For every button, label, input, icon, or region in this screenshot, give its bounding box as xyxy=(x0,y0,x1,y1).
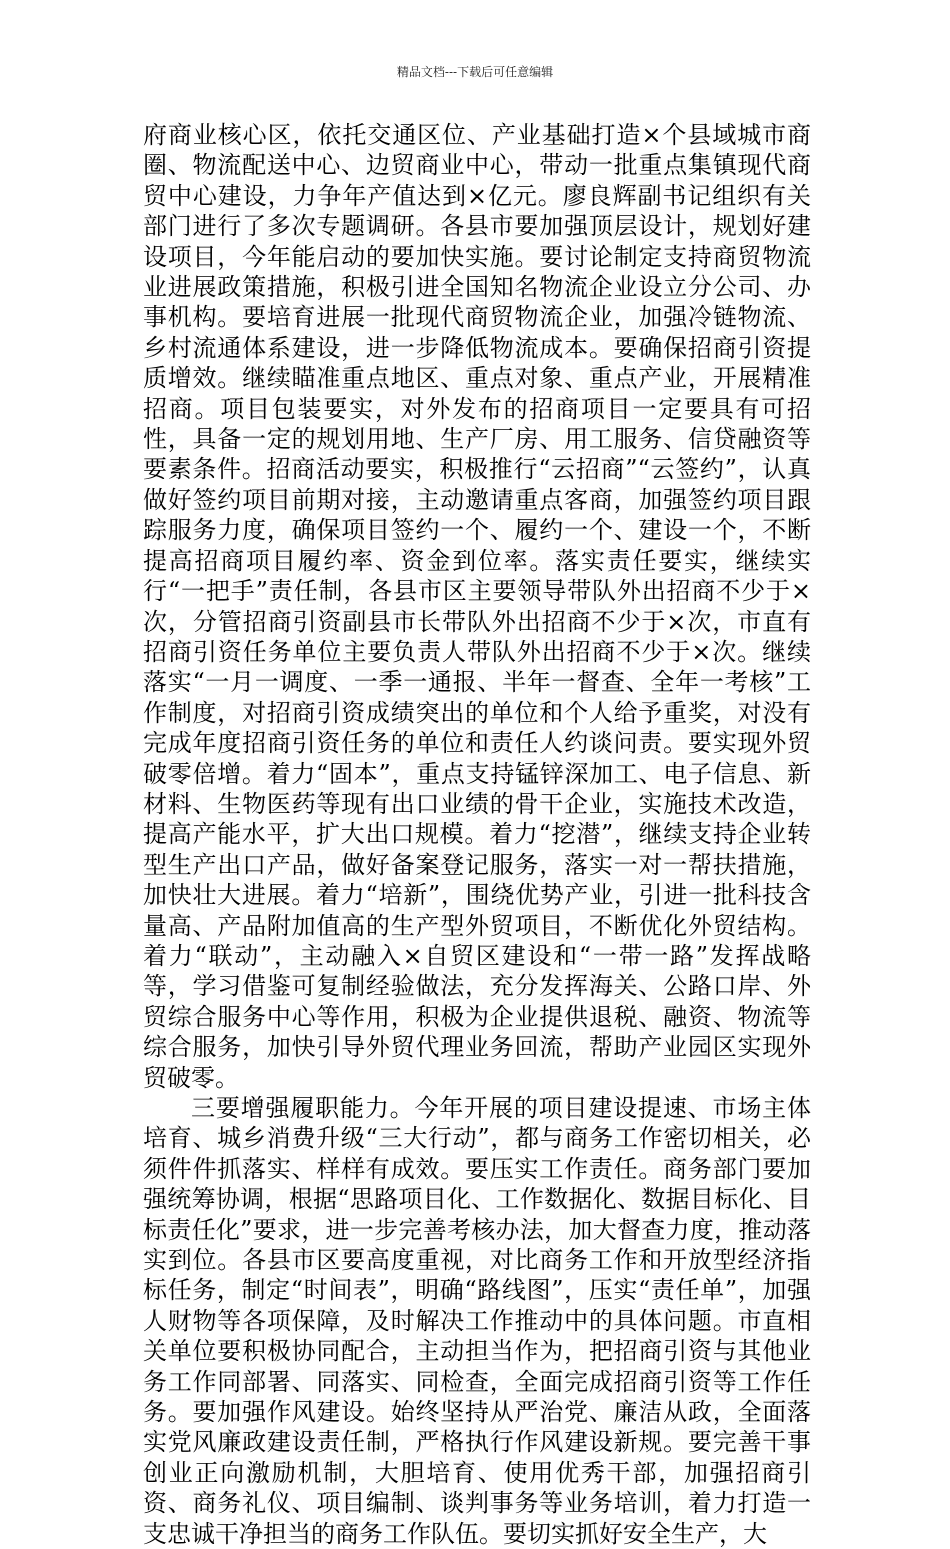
page-header: 精品文档---下载后可任意编辑 xyxy=(396,65,554,79)
document-body xyxy=(143,120,811,1549)
body-paragraph: 府商业核心区，依托交通区位、产业基础打造×个县域城市商圈、物流配送中心、边贸商业中心，带动一批重点集镇现代商贸中心建设，力争年产值达到×亿元。廖良辉副书记组织有关部门进行了多次专题调研。各县市要加强顶层设计，规划好建设项目，今年能启动的要加快实施。要讨论制定支持商贸物流业进展政策措施，积极引进全国知名物流企业设立分公司、办事机构。要培育进展一批现代商贸物流企业，加强冷链物流、乡村流通体系建设，进一步降低物流成本。要确保招商引资提质增效。继续瞄准重点地区、重点对象、重点产业，开展精准招商。项目包装要实，对外发布的招商项目一定要具有可招性，具备一定的规划用地、生产厂房、用工服务、信贷融资等要素条件。招商活动要实，积极推行“云招商”“云签约”，认真做好签约项目前期对接，主动邀请重点客商，加强签约项目跟踪服务力度，确保项目签约一个、履约一个、建设一个，不断提高招商项目履约率、资金到位率。落实责任要实，继续实行“一把手”责任制，各县市区主要领导带队外出招商不少于×次，分管招商引资副县市长带队外出招商不少于×次，市直有招商引资任务单位主要负责人带队外出招商不少于×次。继续落实“一月一调度、一季一通报、半年一督查、全年一考核”工作制度，对招商引资成绩突出的单位和个人给予重奖，对没有完成年度招商引资任务的单位和责任人约谈问责。要实现外贸破零倍增。着力“固本”，重点支持锰锌深加工、电子信息、新材料、生物医药等现有出口业绩的骨干企业，实施技术改造，提高产能水平，扩大出口规模。着力“挖潜”，继续支持企业转型生产出口产品，做好备案登记服务，落实一对一帮扶措施，加快壮大进展。着力“培新”，围绕优势产业，引进一批科技含量高、产品附加值高的生产型外贸项目，不断优化外贸结构。着力“联动”，主动融入×自贸区建设和“一带一路”发挥战略等，学习借鉴可复制经验做法，充分发挥海关、公路口岸、外贸综合服务中心等作用，积极为企业提供退税、融资、物流等综合服务，加快引导外贸代理业务回流，帮助产业园区实现外贸破零。 xyxy=(143,121,811,1092)
body-paragraph: 三要增强履职能力。今年开展的项目建设提速、市场主体培育、城乡消费升级“三大行动”，都与商务工作密切相关，必须件件抓落实、样样有成效。要压实工作责任。商务部门要加强统筹协调，根据“思路项目化、工作数据化、数据目标化、目标责任化”要求，进一步完善考核办法，加大督查力度，推动落实到位。各县市区要高度重视，对比商务工作和开放型经济指标任务，制定“时间表”，明确“路线图”，压实“责任单”，加强人财物等各项保障，及时解决工作推动中的具体问题。市直相关单位要积极协同配合，主动担当作为，把招商引资与其他业务工作同部署、同落实、同检查，全面完成招商引资等工作任务。要加强作风建设。始终坚持从严治党、廉洁从政，全面落实党风廉政建设责任制，严格执行作风建设新规。要完善干事创业正向激励机制，大胆培育、使用优秀干部，加强招商引资、商务礼仪、项目编制、谈判事务等业务培训，着力打造一支忠诚干净担当的商务工作队伍。要切实抓好安全生产，大 xyxy=(143,1094,811,1548)
